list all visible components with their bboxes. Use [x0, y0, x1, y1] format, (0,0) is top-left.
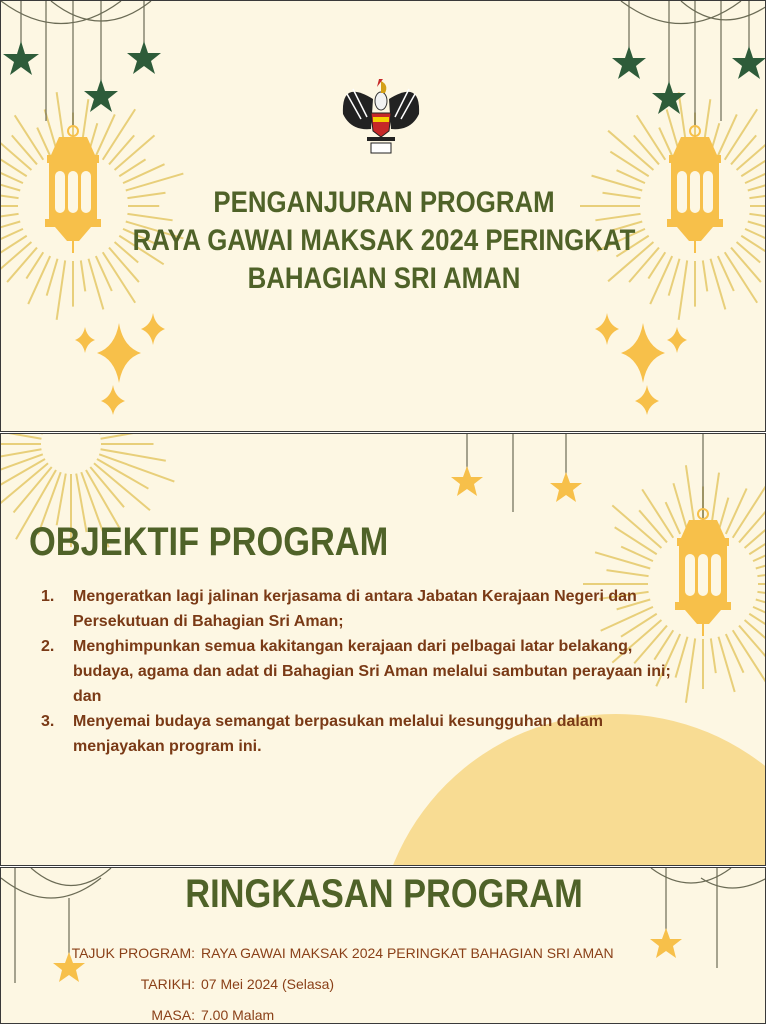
star-icon: [550, 472, 582, 502]
sparkle-star-icon: [75, 327, 95, 353]
title-line: PENGANJURAN PROGRAM: [213, 186, 555, 219]
hanging-string-arc-left: [1, 1, 151, 24]
summary-value: 7.00 Malam: [201, 1007, 275, 1023]
list-item: [35, 634, 685, 709]
summary-value: 07 Mei 2024 (Selasa): [201, 976, 335, 992]
summary-row: [1, 969, 766, 1000]
summary-label: TARIKH:: [140, 976, 195, 992]
main-title: [55, 184, 714, 298]
star-icon: [612, 46, 646, 79]
summary-heading: RINGKASAN PROGRAM: [185, 872, 583, 916]
list-text: Menyemai budaya semangat berpasukan melalui kesungguhan dalam menjayakan program ini.: [73, 713, 603, 755]
title-line: BAHAGIAN SRI AMAN: [247, 262, 521, 295]
sparkle-star-icon: [97, 323, 141, 383]
list-text: Mengeratkan lagi jalinan kerjasama di antara Jabatan Kerajaan Negeri dan Persekutuan di Bahagian Sri Aman;: [73, 588, 637, 630]
list-number: 1.: [41, 588, 55, 605]
summary-label: TAJUK PROGRAM:: [71, 945, 195, 961]
summary-row: [1, 1000, 766, 1024]
sparkle-star-icon: [101, 385, 125, 415]
list-item: [35, 584, 685, 634]
summary-table: [1, 938, 766, 1024]
star-icon: [127, 41, 161, 74]
star-icon: [451, 466, 483, 496]
slide-title: [0, 0, 766, 432]
slide-summary: [0, 867, 766, 1024]
hanging-string-arc-right: [621, 1, 766, 24]
summary-label: MASA:: [151, 1007, 195, 1023]
objectives-heading: OBJEKTIF PROGRAM: [29, 520, 389, 564]
list-text: Menghimpunkan semua kakitangan kerajaan dari pelbagai latar belakang, budaya, agama dan adat di Bahagian Sri Aman melalui sambutan perayaan ini; dan: [73, 638, 671, 705]
sparkle-star-icon: [141, 313, 165, 345]
state-emblem-logo: [343, 79, 419, 153]
sparkle-star-icon: [595, 313, 619, 345]
list-number: 2.: [41, 638, 55, 655]
crescent-moon-icon: [504, 516, 519, 546]
summary-row: [1, 938, 766, 969]
sparkle-star-icon: [635, 385, 659, 415]
slide-objectives: [0, 433, 766, 866]
list-number: 3.: [41, 713, 55, 730]
list-item: [35, 709, 685, 759]
sparkle-star-icon: [667, 327, 687, 353]
summary-value: RAYA GAWAI MAKSAK 2024 PERINGKAT BAHAGIAN SRI AMAN: [201, 945, 614, 961]
star-icon: [3, 41, 39, 75]
star-icon: [84, 79, 118, 112]
objectives-list: [35, 584, 685, 759]
star-icon: [732, 46, 766, 79]
title-line: RAYA GAWAI MAKSAK 2024 PERINGKAT: [132, 224, 636, 257]
sparkle-star-icon: [621, 323, 665, 383]
